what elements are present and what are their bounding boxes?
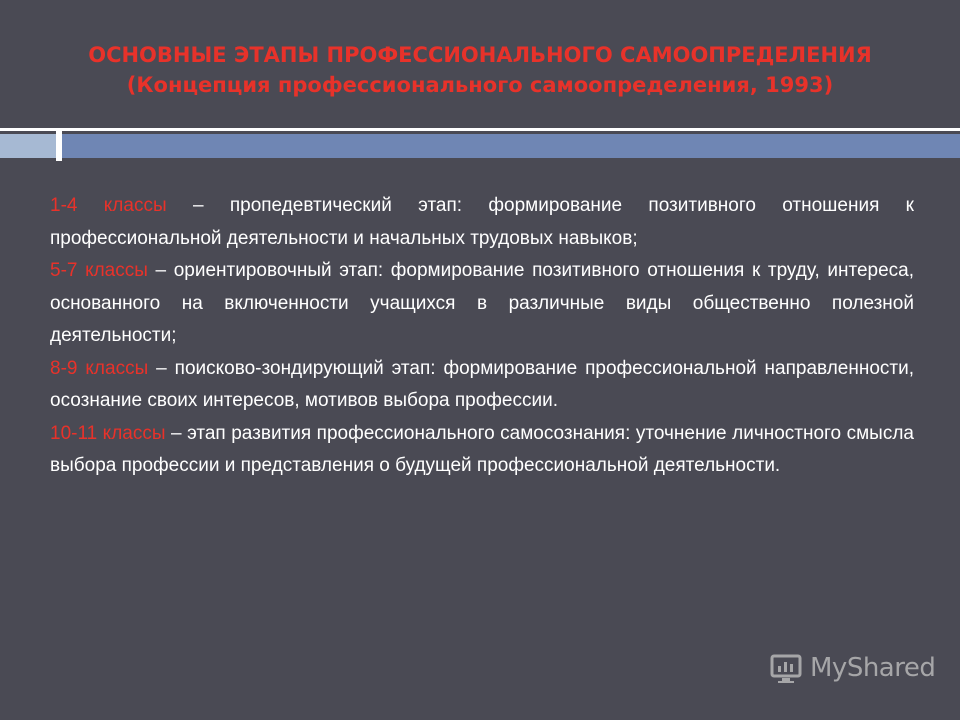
stage-description: – поисково-зондирующий этап: формирование профессиональной направленности, осознание своих интересов, мотивов выбора профессии. [50, 357, 914, 411]
stage-item [50, 255, 914, 353]
title-line-1: ОСНОВНЫЕ ЭТАПЫ ПРОФЕССИОНАЛЬНОГО САМООПРЕДЕЛЕНИЯ [88, 43, 872, 67]
slide-title [0, 40, 960, 100]
stage-grade: 8-9 классы [50, 357, 149, 379]
stage-grade: 1-4 классы [50, 195, 167, 216]
accent-block-left [0, 134, 56, 158]
stage-grade: 5-7 классы [50, 260, 148, 281]
title-divider [0, 128, 960, 131]
stage-description: – пропедевтический этап: формирование позитивного отношения к профессиональной деятельности и начальных трудовых навыков; [50, 195, 914, 249]
stage-grade: 10-11 классы [50, 422, 166, 444]
accent-bar [62, 134, 960, 158]
stages-list [50, 190, 914, 483]
stage-item [50, 190, 914, 255]
stage-item [50, 418, 914, 483]
stage-description: – этап развития профессионального самосознания: уточнение личностного смысла выбора профессии и представления о будущей профессиональной деятельности. [50, 422, 914, 476]
stage-item [50, 353, 914, 418]
myshared-logo-icon [768, 650, 804, 686]
stage-description: – ориентировочный этап: формирование позитивного отношения к труду, интереса, основанного на включенности учащихся в различные виды общественно полезной деятельности; [50, 260, 915, 346]
watermark-text: MyShared [810, 653, 936, 683]
title-line-2: (Концепция профессионального самоопределения, 1993) [126, 73, 834, 97]
watermark [768, 650, 935, 686]
